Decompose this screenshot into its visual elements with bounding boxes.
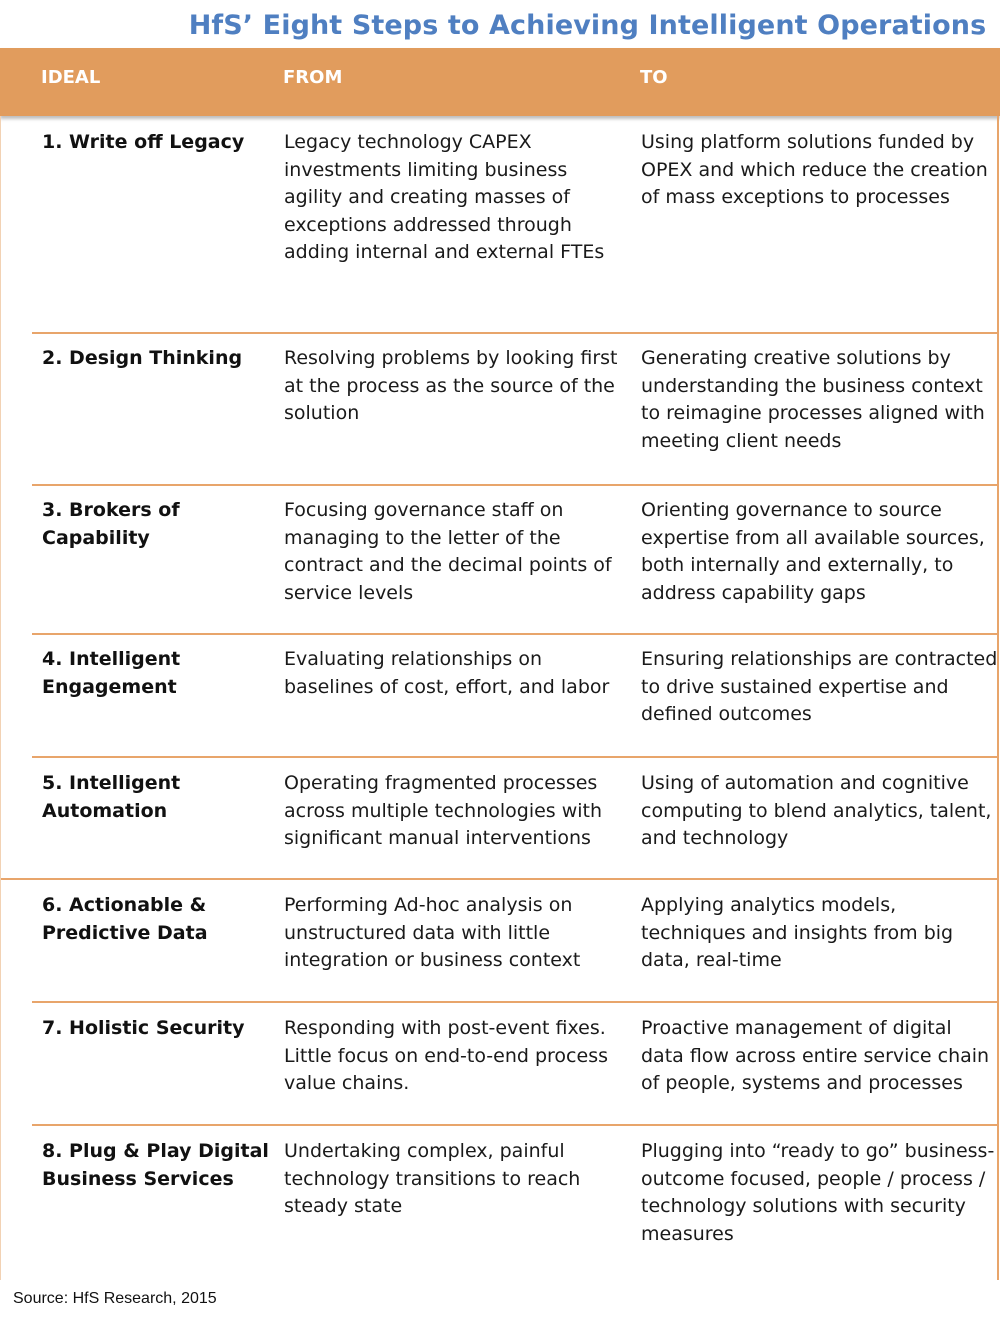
from-cell: Focusing governance staff on managing to the letter of the contract and the decimal points of service levels xyxy=(284,499,612,604)
ideal-cell: 3. Brokers of Capability xyxy=(42,499,180,549)
to-cell: Using platform solutions funded by OPEX and which reduce the creation of mass exceptions to processes xyxy=(641,131,988,208)
ideal-cell: 8. Plug & Play Digital Business Services xyxy=(42,1140,269,1190)
page-title: HfS’ Eight Steps to Achieving Intelligent Operations xyxy=(188,10,987,41)
source-note: Source: HfS Research, 2015 xyxy=(13,1290,217,1307)
from-cell: Evaluating relationships on baselines of cost, effort, and labor xyxy=(284,648,610,698)
table-header xyxy=(0,48,1000,116)
from-cell: Resolving problems by looking first at the process as the source of the solution xyxy=(284,347,618,424)
ideal-cell: 6. Actionable & Predictive Data xyxy=(42,894,208,944)
from-cell: Undertaking complex, painful technology transitions to reach steady state xyxy=(284,1140,581,1217)
table-row xyxy=(32,497,998,635)
to-cell: Plugging into “ready to go” business-outcome focused, people / process / technology solutions with security measures xyxy=(641,1140,995,1245)
header-from: FROM xyxy=(283,67,343,88)
to-cell: Ensuring relationships are contracted to drive sustained expertise and defined outcomes xyxy=(641,648,998,725)
to-cell: Generating creative solutions by understanding the business context to reimagine processes aligned with meeting client needs xyxy=(641,347,985,452)
to-cell: Applying analytics models, techniques and insights from big data, real-time xyxy=(641,894,954,971)
ideal-cell: 5. Intelligent Automation xyxy=(42,772,181,822)
table-row xyxy=(32,129,998,334)
table-body xyxy=(0,116,999,1280)
ideal-cell: 2. Design Thinking xyxy=(42,347,243,369)
from-cell: Legacy technology CAPEX investments limiting business agility and creating masses of exceptions addressed through adding internal and external FTEs xyxy=(284,131,605,263)
to-cell: Orienting governance to source expertise from all available sources, both internally and externally, to address capability gaps xyxy=(641,499,985,604)
from-cell: Performing Ad-hoc analysis on unstructured data with little integration or business context xyxy=(284,894,581,971)
table-row xyxy=(32,892,998,1003)
table-row xyxy=(1,770,998,880)
ideal-cell: 7. Holistic Security xyxy=(42,1017,245,1039)
header-ideal: IDEAL xyxy=(41,67,101,88)
table-row xyxy=(32,1138,998,1280)
ideal-cell: 1. Write off Legacy xyxy=(42,131,245,153)
table-row xyxy=(32,1015,998,1126)
from-cell: Responding with post-event fixes. Little focus on end-to-end process value chains. xyxy=(284,1017,608,1094)
header-to: TO xyxy=(640,67,668,88)
ideal-cell: 4. Intelligent Engagement xyxy=(42,648,181,698)
table-row xyxy=(32,646,998,758)
to-cell: Proactive management of digital data flow across entire service chain of people, systems and processes xyxy=(641,1017,990,1094)
to-cell: Using of automation and cognitive computing to blend analytics, talent, and technology xyxy=(641,772,992,849)
table-row xyxy=(32,345,998,486)
from-cell: Operating fragmented processes across multiple technologies with significant manual interventions xyxy=(284,772,603,849)
